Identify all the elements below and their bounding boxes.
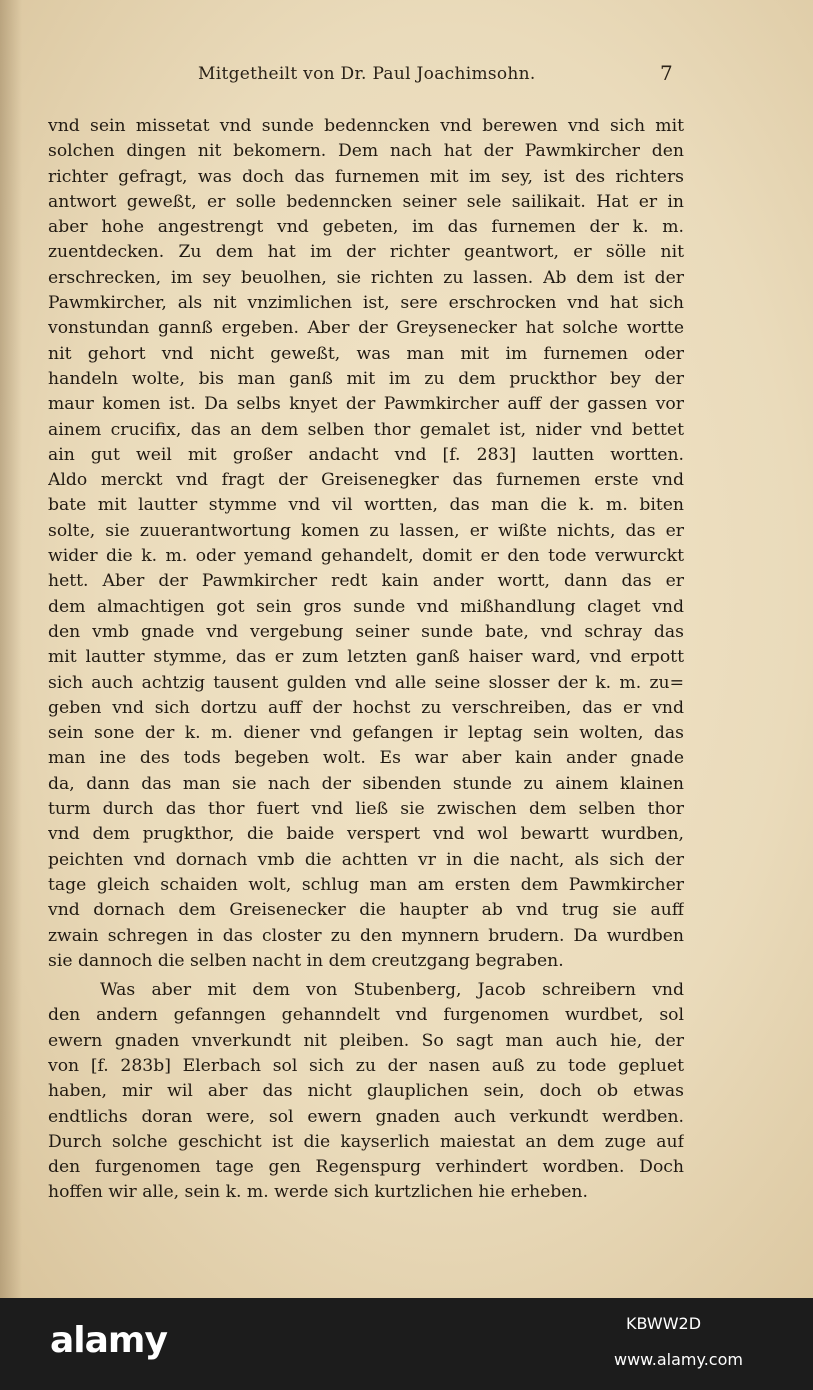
- text-line: zwain schregen in das closter zu den mynnern brudern. Da wurdben: [48, 925, 684, 946]
- text-line: haben, mir wil aber das nicht glauplichen sein, doch ob etwas: [48, 1081, 684, 1102]
- text-line: sich auch achtzig tausent gulden vnd alle seine slosser der k. m. zu=: [48, 672, 684, 693]
- text-line: geben vnd sich dortzu auff der hochst zu verschreiben, das er vnd: [48, 697, 684, 718]
- text-line: den andern gefanngen gehanndelt vnd furgenomen wurdbet, sol: [48, 1005, 684, 1026]
- text-line: Durch solche geschicht ist die kayserlich maiestat an dem zuge auf: [48, 1131, 684, 1152]
- text-line: mit lautter stymme, das er zum letzten ganß haiser ward, vnd erpott: [48, 647, 684, 668]
- text-line: vnd dem prugkthor, die baide verspert vnd wol bewartt wurdben,: [48, 824, 684, 845]
- body-text: [48, 114, 684, 1206]
- text-line: peichten vnd dornach vmb die achtten vr in die nacht, als sich der: [48, 849, 684, 870]
- running-head: Mitgetheilt von Dr. Paul Joachimsohn.: [198, 64, 536, 84]
- text-line: ain gut weil mit großer andacht vnd [f. 283] lautten wortten.: [48, 444, 684, 465]
- text-line: endtlichs doran were, sol ewern gnaden auch verkundt werdben.: [48, 1106, 684, 1127]
- text-line: den vmb gnade vnd vergebung seiner sunde bate, vnd schray das: [48, 621, 684, 642]
- text-line: bate mit lautter stymme vnd vil wortten, das man die k. m. biten: [48, 495, 684, 516]
- text-line: dem almachtigen got sein gros sunde vnd mißhandlung claget vnd: [48, 596, 684, 617]
- text-line: hett. Aber der Pawmkircher redt kain ander wortt, dann das er: [48, 571, 684, 592]
- image-id: KBWW2D: [626, 1314, 702, 1333]
- site-url: www.alamy.com: [614, 1350, 743, 1369]
- text-line: maur komen ist. Da selbs knyet der Pawmkircher auff der gassen vor: [48, 394, 684, 415]
- text-line: den furgenomen tage gen Regenspurg verhindert wordben. Doch: [48, 1157, 684, 1178]
- page-number: 7: [660, 61, 673, 85]
- text-line: vnd dornach dem Greisenecker die haupter ab vnd trug sie auff: [48, 900, 684, 921]
- text-line: vonstundan gannß ergeben. Aber der Greysenecker hat solche wortte: [48, 318, 684, 339]
- text-line: nit gehort vnd nicht geweßt, was man mit im furnemen oder: [48, 343, 684, 364]
- text-line: richter gefragt, was doch das furnemen mit im sey, ist des richters: [48, 166, 684, 187]
- text-line: hoffen wir alle, sein k. m. werde sich kurtzlichen hie erheben.: [48, 1182, 588, 1203]
- text-line: tage gleich schaiden wolt, schlug man am ersten dem Pawmkircher: [48, 874, 684, 895]
- text-line: wider die k. m. oder yemand gehandelt, domit er den tode verwurckt: [48, 546, 684, 567]
- text-line: ainem crucifix, das an dem selben thor gemalet ist, nider vnd bettet: [48, 419, 684, 440]
- text-line: solchen dingen nit bekomern. Dem nach hat der Pawmkircher den: [48, 141, 684, 162]
- text-line: sein sone der k. m. diener vnd gefangen ir leptag sein wolten, das: [48, 723, 684, 744]
- text-line: da, dann das man sie nach der sibenden stunde zu ainem klainen: [48, 773, 684, 794]
- text-line: solte, sie zuuerantwortung komen zu lassen, er wißte nichts, das er: [48, 520, 684, 541]
- alamy-logo: alamy: [50, 1320, 167, 1361]
- text-line: zuentdecken. Zu dem hat im der richter geantwort, er sölle nit: [48, 242, 684, 263]
- text-line: sie dannoch die selben nacht in dem creutzgang begraben.: [48, 950, 564, 971]
- text-line: ewern gnaden vnverkundt nit pleiben. So sagt man auch hie, der: [48, 1030, 684, 1051]
- watermark-footer: [0, 1298, 813, 1390]
- text-line: Aldo merckt vnd fragt der Greisenegker das furnemen erste vnd: [48, 470, 684, 491]
- text-line: vnd sein missetat vnd sunde bedenncken vnd berewen vnd sich mit: [48, 116, 684, 136]
- text-line: Pawmkircher, als nit vnzimlichen ist, sere erschrocken vnd hat sich: [48, 293, 684, 314]
- text-line: aber hohe angestrengt vnd gebeten, im das furnemen der k. m.: [48, 217, 684, 238]
- text-line: von [f. 283b] Elerbach sol sich zu der nasen auß zu tode gepluet: [48, 1055, 684, 1076]
- text-line: man ine des tods begeben wolt. Es war aber kain ander gnade: [48, 748, 684, 769]
- text-line: antwort geweßt, er solle bedenncken seiner sele sailikait. Hat er in: [48, 191, 684, 212]
- text-line: erschrecken, im sey beuolhen, sie richten zu lassen. Ab dem ist der: [48, 267, 684, 288]
- text-line: handeln wolte, bis man ganß mit im zu dem pruckthor bey der: [48, 368, 684, 389]
- text-line: Was aber mit dem von Stubenberg, Jacob schreibern vnd: [100, 980, 684, 1001]
- text-line: turm durch das thor fuert vnd ließ sie zwischen dem selben thor: [48, 799, 684, 820]
